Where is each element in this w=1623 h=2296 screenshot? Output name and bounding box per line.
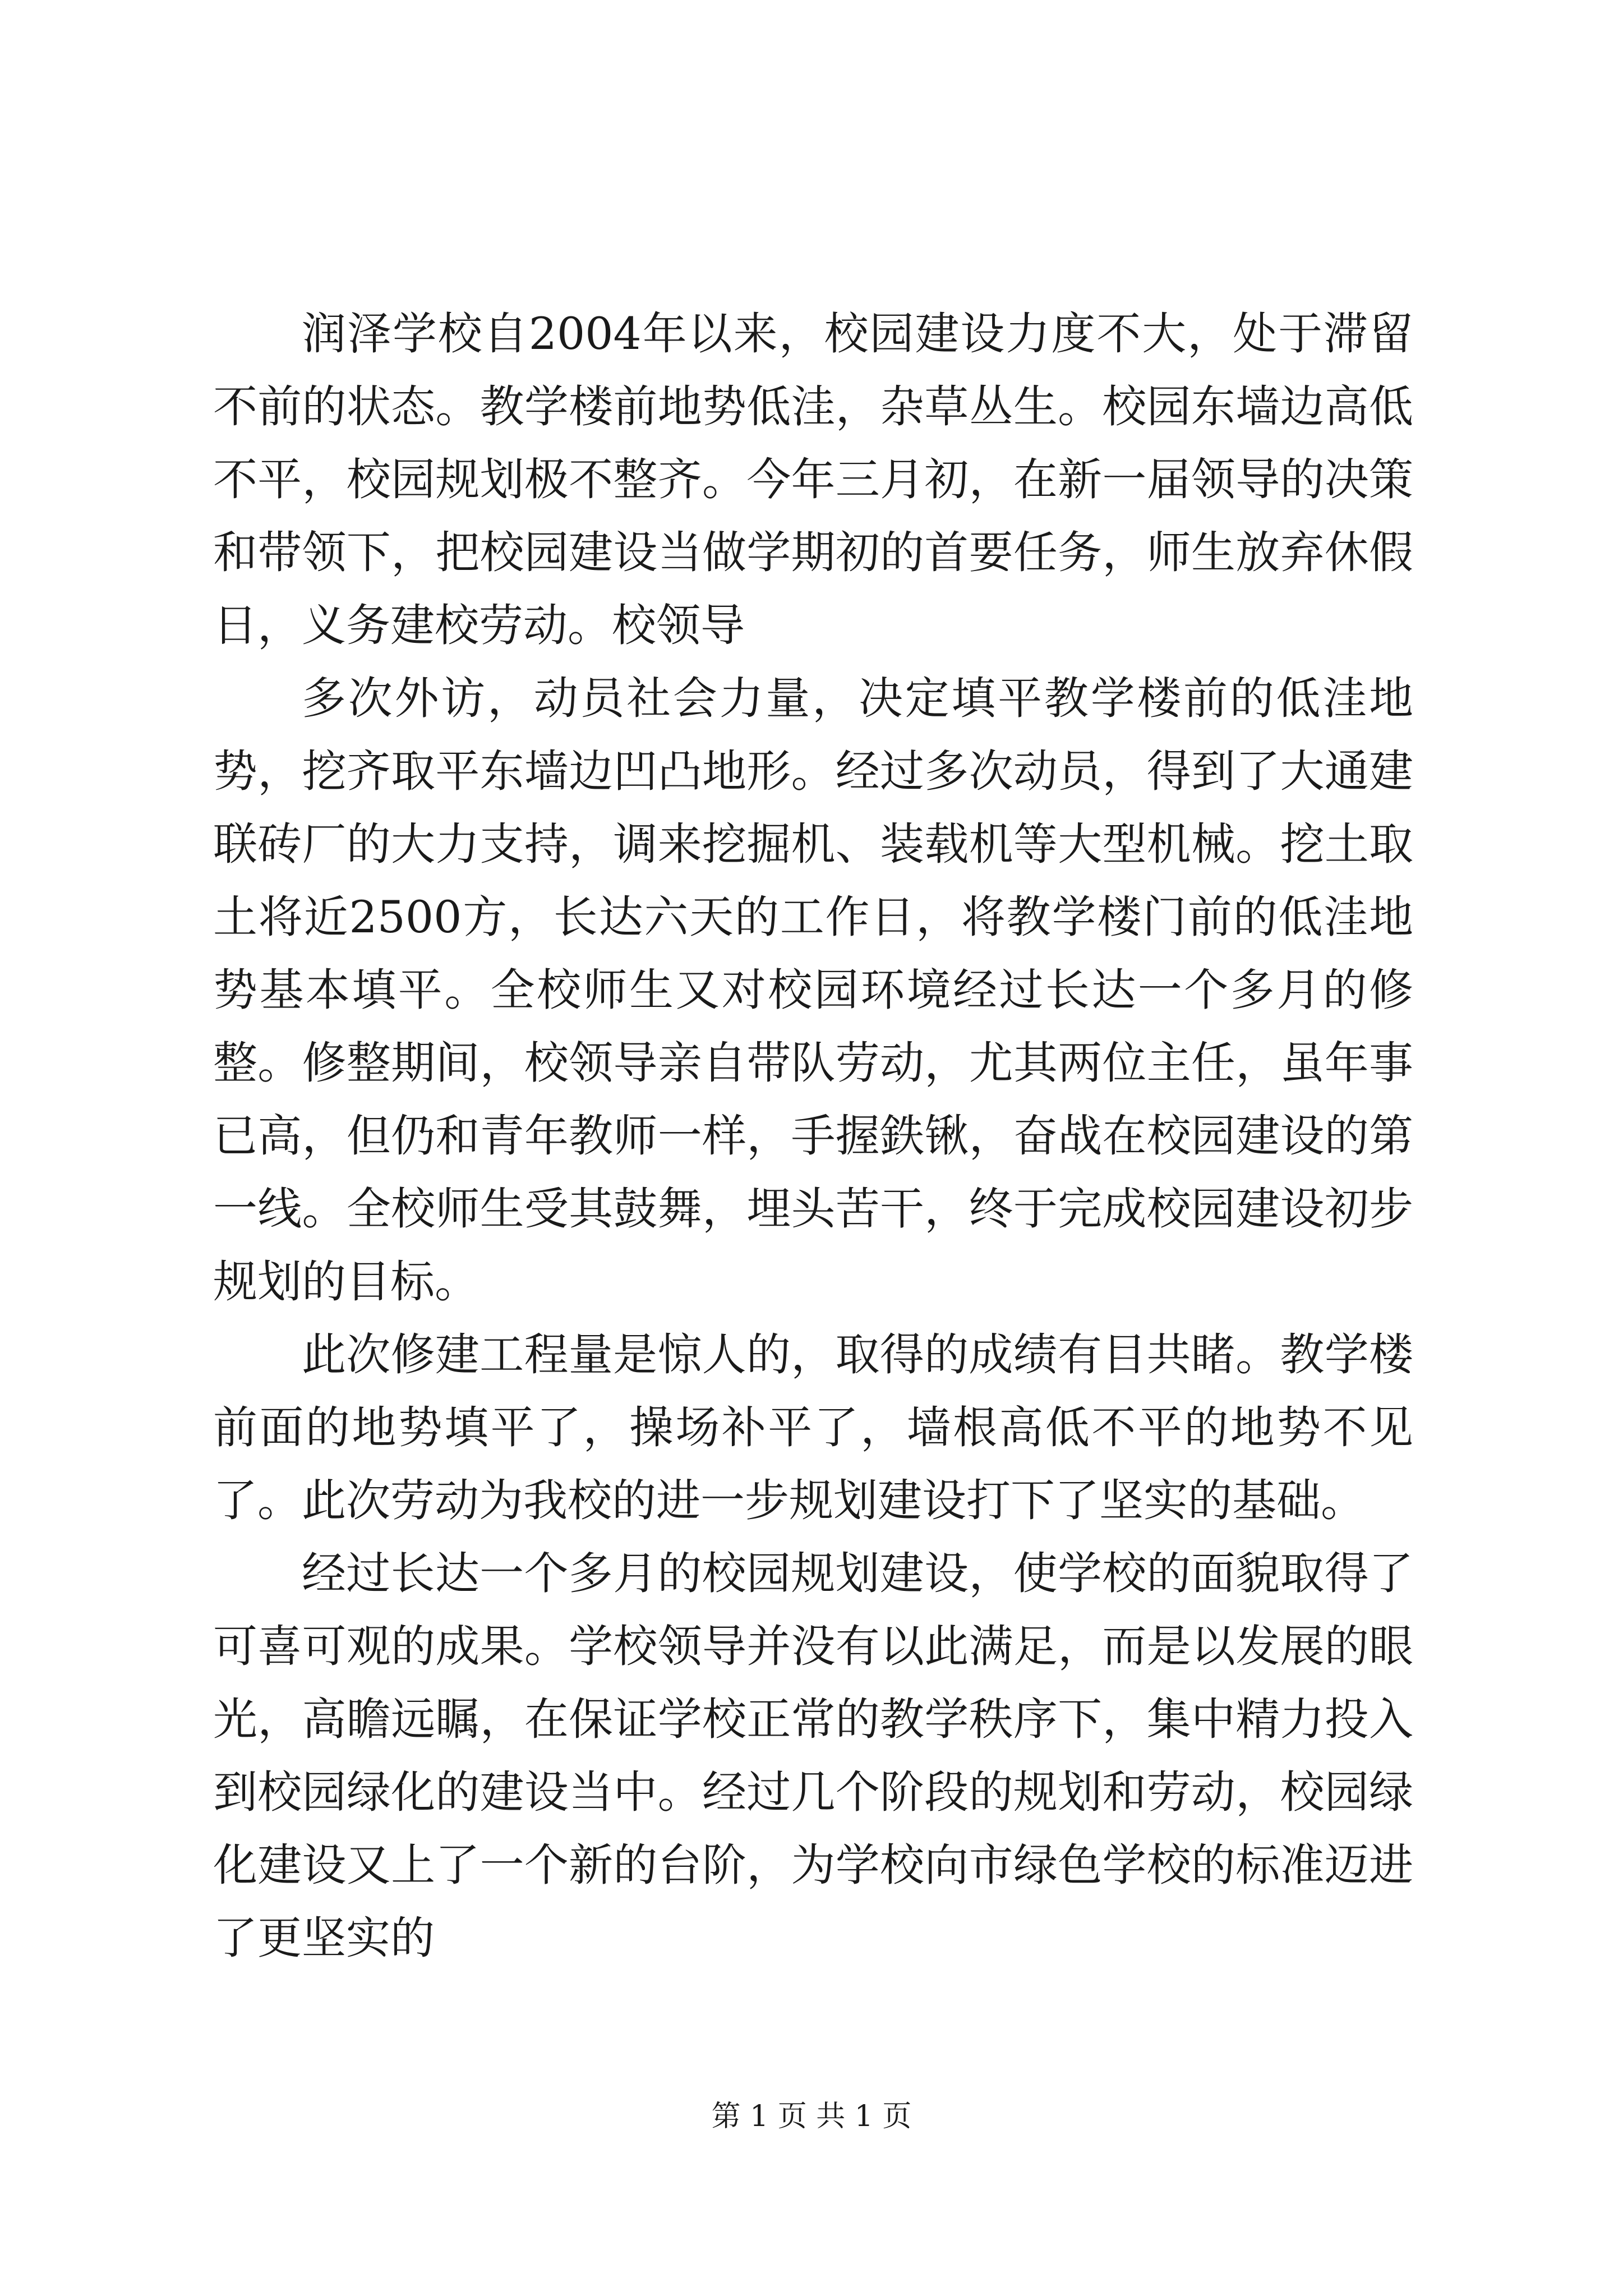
paragraph-3: 此次修建工程量是惊人的，取得的成绩有目共睹。教学楼前面的地势填平了，操场补平了，墙根高低不平的地势不见了。此次劳动为我校的进一步规划建设打下了坚实的基础。 xyxy=(213,1329,1413,1526)
paragraph-1: 润泽学校自2004年以来，校园建设力度不大，处于滞留不前的状态。教学楼前地势低洼，杂草丛生。校园东墙边高低不平，校园规划极不整齐。今年三月初，在新一届领导的决策和带领下，把校园建设当做学期初的首要任务，师生放弃休假日，义务建校劳动。校领导 xyxy=(213,308,1413,651)
page-footer xyxy=(0,2097,1623,2136)
paragraph-4: 经过长达一个多月的校园规划建设，使学校的面貌取得了可喜可观的成果。学校领导并没有以此满足，而是以发展的眼光，高瞻远瞩，在保证学校正常的教学秩序下，集中精力投入到校园绿化的建设当中。经过几个阶段的规划和劳动，校园绿化建设又上了一个新的台阶，为学校向市绿色学校的标准迈进了更坚实的 xyxy=(213,1548,1413,1964)
page-number-label: 第 1 页 共 1 页 xyxy=(711,2100,912,2133)
document-body xyxy=(213,297,1413,1975)
paragraph-2: 多次外访，动员社会力量，决定填平教学楼前的低洼地势，挖齐取平东墙边凹凸地形。经过多次动员，得到了大通建联砖厂的大力支持，调来挖掘机、装载机等大型机械。挖土取土将近2500方，长达六天的工作日，将教学楼门前的低洼地势基本填平。全校师生又对校园环境经过长达一个多月的修整。修整期间，校领导亲自带队劳动，尤其两位主任，虽年事已高，但仍和青年教师一样，手握鉄锹，奋战在校园建设的第一线。全校师生受其鼓舞，埋头苦干，终于完成校园建设初步规划的目标。 xyxy=(213,673,1413,1308)
